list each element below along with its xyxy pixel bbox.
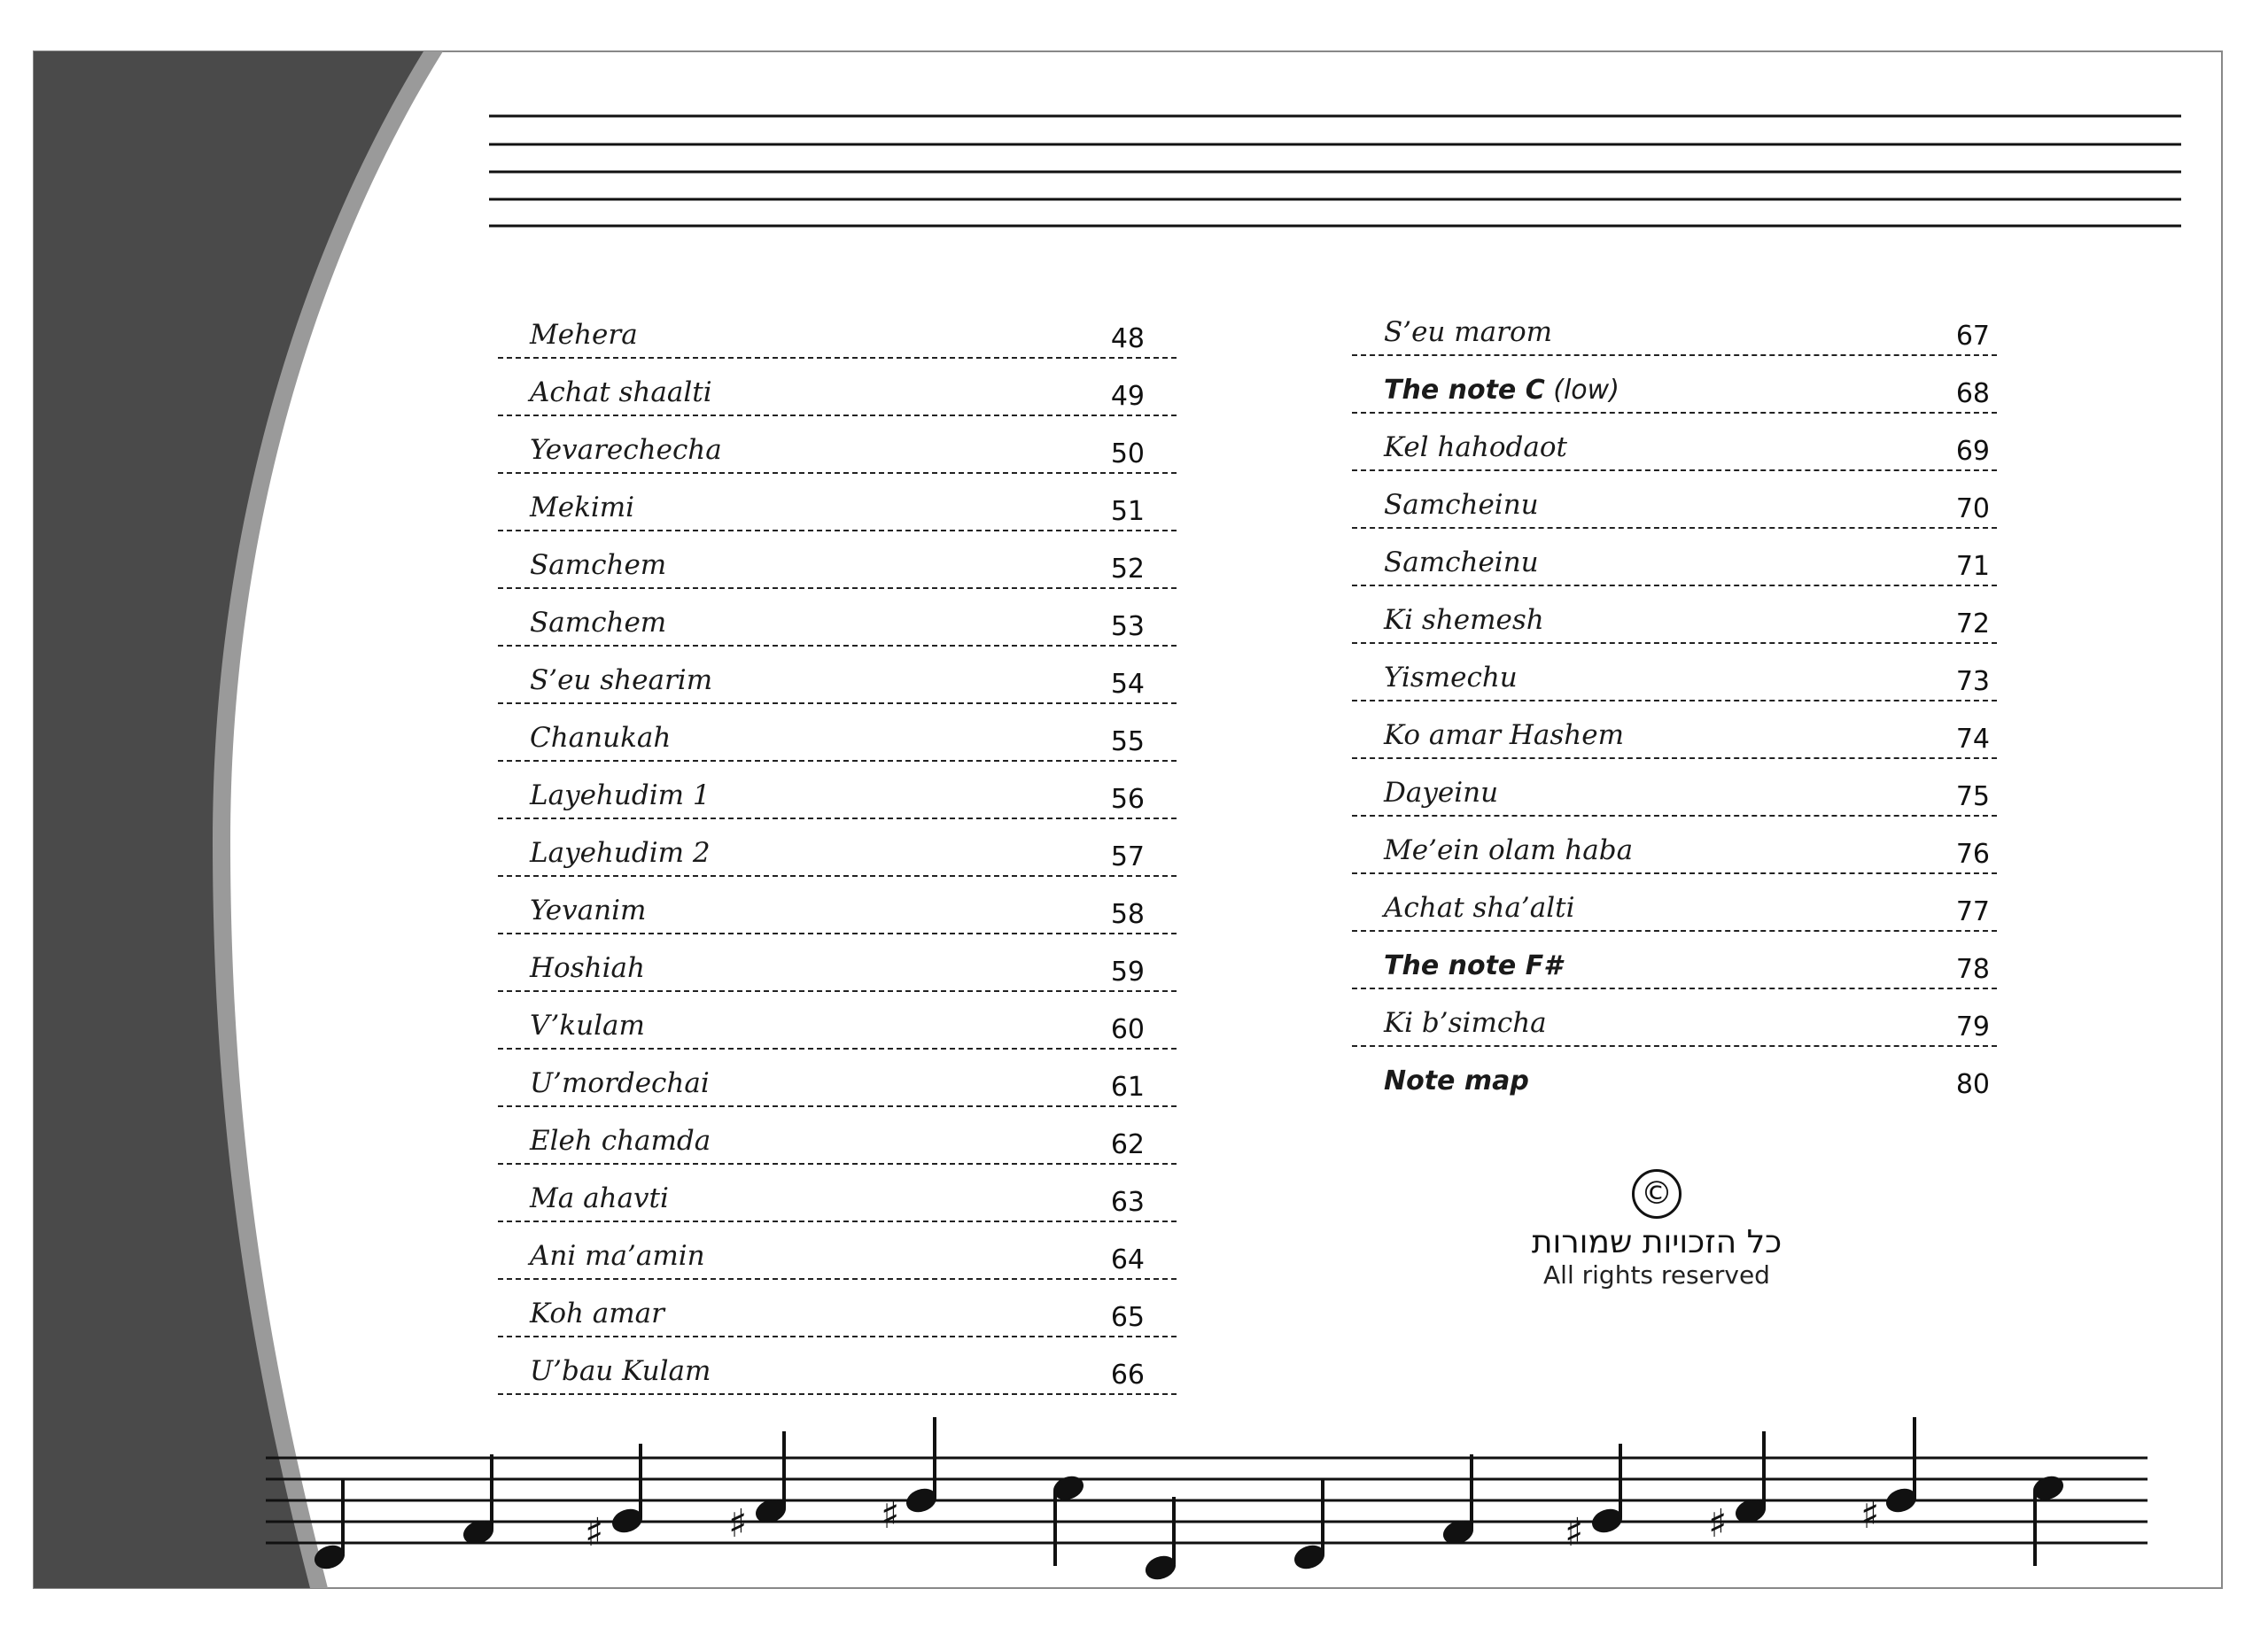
toc-entry	[498, 660, 1177, 704]
toc-entry	[498, 314, 1177, 359]
copyright-icon: ©	[1632, 1169, 1682, 1219]
toc-right-column	[1352, 312, 1999, 1109]
toc-entry-title-text: The note F#	[1384, 950, 1563, 981]
toc-entry-title	[530, 664, 712, 696]
toc-entry-title	[530, 837, 711, 869]
toc-entry-dashed-line	[1352, 354, 1997, 356]
toc-entry-dashed-line	[498, 933, 1177, 934]
toc-entry-title	[530, 1355, 711, 1387]
toc-entry-title-text: Note map	[1384, 1066, 1529, 1097]
toc-entry-title	[530, 376, 712, 408]
toc-entry-page-number: 68	[1955, 378, 1990, 409]
toc-entry-page-number: 78	[1955, 954, 1990, 985]
toc-entry-dashed-line	[1352, 642, 1997, 644]
toc-entry-page-number: 66	[1110, 1360, 1145, 1391]
toc-entry-dashed-line	[498, 818, 1177, 819]
toc-entry-title	[1384, 777, 1498, 809]
toc-entry	[498, 602, 1177, 647]
toc-entry	[1352, 772, 1997, 817]
toc-entry	[498, 545, 1177, 589]
toc-entry-page-number: 70	[1955, 493, 1990, 524]
toc-entry-title-text: U’bau Kulam	[530, 1355, 711, 1387]
top-staff	[489, 116, 2181, 226]
toc-entry-title	[1384, 489, 1539, 521]
toc-entry	[498, 775, 1177, 819]
sharp-sign: ♯	[1860, 1492, 1880, 1538]
toc-entry-dashed-line	[498, 1163, 1177, 1165]
toc-entry-dashed-line	[498, 415, 1177, 416]
toc-entry-dashed-line	[498, 760, 1177, 762]
toc-entry-title	[1384, 375, 1619, 406]
toc-entry-dashed-line	[498, 530, 1177, 531]
toc-entry-title-text: Yevarechecha	[530, 434, 722, 466]
toc-entry-dashed-line	[498, 645, 1177, 647]
toc-entry-title	[530, 1240, 705, 1272]
toc-entry-title	[530, 434, 722, 466]
toc-entry-title-text: Ko amar Hashem	[1384, 719, 1625, 751]
toc-entry-dashed-line	[498, 1393, 1177, 1395]
toc-entry-title	[530, 607, 666, 639]
toc-entry	[498, 1120, 1177, 1165]
toc-entry-dashed-line	[498, 990, 1177, 992]
toc-entry-page-number: 75	[1955, 781, 1990, 812]
toc-entry-page-number: 48	[1110, 323, 1145, 354]
toc-entry-dashed-line	[1352, 988, 1997, 989]
toc-entry-page-number: 57	[1110, 841, 1145, 872]
toc-entry-page-number: 74	[1955, 724, 1990, 755]
toc-entry-title-text: Samcheinu	[1384, 489, 1539, 521]
toc-entry-dashed-line	[1352, 585, 1997, 586]
copyright-hebrew: כל הזכויות שמורות	[1531, 1224, 1783, 1260]
toc-entry-dashed-line	[1352, 469, 1997, 471]
toc-entry-dashed-line	[1352, 700, 1997, 701]
toc-entry-page-number: 76	[1955, 839, 1990, 870]
toc-entry-title-text: The note C	[1384, 375, 1545, 406]
sharp-sign: ♯	[881, 1492, 900, 1538]
toc-entry	[1352, 830, 1997, 874]
toc-left-column	[498, 314, 1177, 1404]
toc-entry-page-number: 79	[1955, 1011, 1990, 1042]
toc-entry-page-number: 72	[1955, 608, 1990, 639]
sharp-sign: ♯	[728, 1501, 748, 1546]
toc-entry-title-text: Samcheinu	[1384, 546, 1539, 578]
toc-entry-page-number: 64	[1110, 1244, 1145, 1275]
toc-entry-page-number: 53	[1110, 611, 1145, 642]
toc-entry-dashed-line	[498, 702, 1177, 704]
toc-entry-dashed-line	[498, 1221, 1177, 1222]
toc-entry-dashed-line	[498, 1278, 1177, 1280]
toc-entry-page-number: 55	[1110, 726, 1145, 757]
toc-entry-page-number: 77	[1955, 896, 1990, 927]
toc-entry-title-text: Mehera	[530, 319, 638, 351]
toc-entry	[1352, 600, 1997, 644]
toc-entry	[1352, 657, 1997, 701]
toc-entry	[498, 1178, 1177, 1222]
toc-entry	[1352, 427, 1997, 471]
toc-entry-page-number: 63	[1110, 1187, 1145, 1218]
toc-entry-title	[530, 952, 645, 984]
toc-entry-dashed-line	[1352, 815, 1997, 817]
toc-entry-title-text: Dayeinu	[1384, 777, 1499, 809]
toc-entry-title-text: Samchem	[530, 607, 667, 639]
toc-entry-title	[530, 549, 666, 581]
toc-entry	[498, 430, 1177, 474]
toc-entry	[498, 833, 1177, 877]
toc-entry-page-number: 73	[1955, 666, 1990, 697]
toc-entry-title-text: Achat shaalti	[530, 376, 712, 408]
toc-entry	[498, 487, 1177, 531]
toc-entry-page-number: 49	[1110, 381, 1145, 412]
toc-entry-dashed-line	[1352, 412, 1997, 414]
toc-entry-title-text: Kel hahodaot	[1384, 431, 1567, 463]
toc-entry	[1352, 1060, 1997, 1104]
toc-entry-title-text: S’eu marom	[1384, 316, 1553, 348]
toc-entry-title-suffix: (low)	[1544, 375, 1619, 406]
toc-entry-dashed-line	[498, 587, 1177, 589]
toc-entry-title	[530, 722, 671, 754]
toc-entry	[498, 1351, 1177, 1395]
toc-entry-title-text: Ma ahavti	[530, 1182, 669, 1214]
toc-entry-page-number: 56	[1110, 784, 1145, 815]
toc-entry-title	[530, 895, 646, 926]
toc-entry-page-number: 59	[1110, 957, 1145, 988]
toc-entry	[498, 1293, 1177, 1337]
toc-entry-title-text: Mekimi	[530, 492, 635, 523]
toc-entry-page-number: 58	[1110, 899, 1145, 930]
toc-entry-title-text: Layehudim 2	[530, 837, 711, 869]
toc-entry-title	[1384, 316, 1552, 348]
toc-entry-page-number: 60	[1110, 1014, 1145, 1045]
toc-entry-title	[1384, 1066, 1529, 1097]
toc-entry-dashed-line	[1352, 930, 1997, 932]
sharp-sign: ♯	[1565, 1510, 1584, 1555]
toc-entry-dashed-line	[498, 1105, 1177, 1107]
toc-entry	[1352, 945, 1997, 989]
toc-entry-title-text: U’mordechai	[530, 1067, 710, 1099]
toc-entry-page-number: 67	[1955, 321, 1990, 352]
toc-entry	[1352, 887, 1997, 932]
toc-entry	[498, 890, 1177, 934]
toc-entry-dashed-line	[1352, 757, 1997, 759]
copyright-block	[1506, 1169, 1807, 1290]
toc-entry-title-text: Achat sha’alti	[1384, 892, 1575, 924]
toc-entry-title	[530, 1067, 710, 1099]
toc-entry	[1352, 715, 1997, 759]
toc-entry-title	[1384, 546, 1539, 578]
toc-entry-dashed-line	[1352, 527, 1997, 529]
toc-entry	[498, 948, 1177, 992]
toc-entry-page-number: 65	[1110, 1302, 1145, 1333]
toc-entry	[498, 1236, 1177, 1280]
toc-entry-page-number: 71	[1955, 551, 1990, 582]
toc-entry	[1352, 1003, 1997, 1047]
toc-entry-title-text: Yismechu	[1384, 662, 1518, 694]
toc-entry-title	[530, 1182, 669, 1214]
toc-entry-dashed-line	[1352, 872, 1997, 874]
toc-entry-page-number: 61	[1110, 1072, 1145, 1103]
toc-entry-title	[530, 1298, 664, 1329]
toc-entry-page-number: 54	[1110, 669, 1145, 700]
toc-entry-title	[1384, 662, 1518, 694]
toc-entry-title-text: Me’ein olam haba	[1384, 834, 1634, 866]
sharp-sign: ♯	[585, 1510, 604, 1555]
toc-entry-page-number: 62	[1110, 1129, 1145, 1160]
toc-entry-title	[1384, 431, 1567, 463]
toc-entry-title	[530, 319, 638, 351]
toc-entry	[498, 372, 1177, 416]
toc-entry-title	[1384, 604, 1544, 636]
toc-entry-title-text: Ki shemesh	[1384, 604, 1544, 636]
toc-entry-title-text: Samchem	[530, 549, 667, 581]
toc-entry	[1352, 484, 1997, 529]
toc-entry	[498, 1005, 1177, 1050]
toc-entry-title	[530, 492, 634, 523]
toc-entry-title	[530, 1010, 645, 1042]
toc-entry-title	[530, 1125, 711, 1157]
copyright-english: All rights reserved	[1543, 1260, 1770, 1290]
toc-entry-title-text: Ki b’simcha	[1384, 1007, 1547, 1039]
toc-entry-page-number: 69	[1955, 436, 1990, 467]
toc-entry-page-number: 52	[1110, 554, 1145, 585]
toc-entry-title-text: V’kulam	[530, 1010, 645, 1042]
toc-entry	[1352, 312, 1997, 356]
toc-entry-title	[1384, 1007, 1547, 1039]
toc-entry-title-text: Eleh chamda	[530, 1125, 711, 1157]
toc-entry	[1352, 369, 1997, 414]
toc-entry-title	[1384, 834, 1633, 866]
toc-entry-page-number: 80	[1955, 1069, 1990, 1100]
toc-entry-title-text: Chanukah	[530, 722, 672, 754]
sharp-sign: ♯	[1708, 1501, 1728, 1546]
toc-entry	[498, 717, 1177, 762]
toc-entry-dashed-line	[498, 875, 1177, 877]
toc-entry-title	[1384, 892, 1575, 924]
toc-entry-dashed-line	[498, 1048, 1177, 1050]
toc-entry-title-text: Ani ma’amin	[530, 1240, 705, 1272]
toc-entry	[498, 1063, 1177, 1107]
toc-entry-title-text: Layehudim 1	[530, 779, 711, 811]
toc-entry-title-text: Yevanim	[530, 895, 647, 926]
toc-entry-dashed-line	[498, 357, 1177, 359]
toc-entry-dashed-line	[498, 1336, 1177, 1337]
toc-entry-title	[1384, 719, 1624, 751]
toc-entry-dashed-line	[1352, 1045, 1997, 1047]
toc-entry-title	[1384, 950, 1562, 981]
toc-entry-dashed-line	[498, 472, 1177, 474]
toc-entry-title-text: Koh amar	[530, 1298, 664, 1329]
toc-entry-title-text: Hoshiah	[530, 952, 645, 984]
toc-entry-title	[530, 779, 711, 811]
toc-entry-page-number: 51	[1110, 496, 1145, 527]
toc-entry-title-text: S’eu shearim	[530, 664, 713, 696]
toc-entry-page-number: 50	[1110, 438, 1145, 469]
toc-entry	[1352, 542, 1997, 586]
